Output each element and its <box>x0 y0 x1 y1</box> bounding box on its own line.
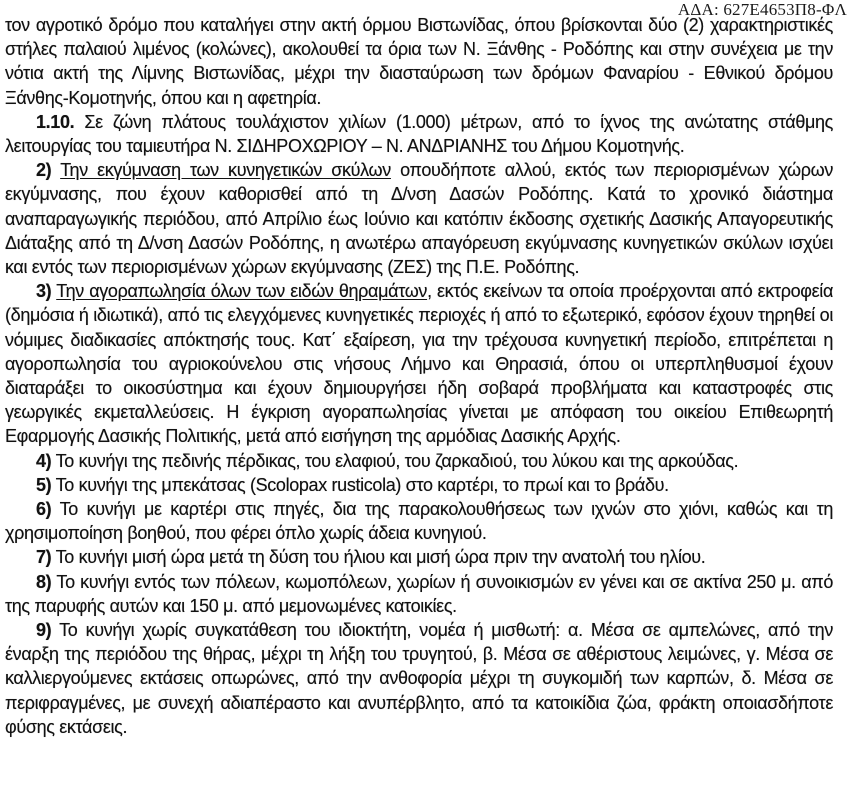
text-run: Το κυνήγι εντός των πόλεων, κωμοπόλεων, χωρίων ή συνοικισμών εν γένει και σε ακτίνα 250 μ. από της παρυφής αυτών και 150 μ. από μεμονωμένες κατοικίες. <box>5 571 833 616</box>
paragraph-2 <box>5 158 833 279</box>
item-number: 3) <box>36 281 52 302</box>
underlined-phrase: Την αγοραπωλησία όλων των ειδών θηραμάτων <box>56 281 428 302</box>
item-number: 2) <box>36 160 52 181</box>
ada-clipped-char: Λ <box>834 0 847 19</box>
paragraph-continuation <box>5 13 833 110</box>
paragraph-7 <box>5 545 833 569</box>
underlined-phrase: Την εκγύμναση των κυνηγετικών σκύλων <box>60 160 391 181</box>
text-run: , εκτός εκείνων τα οποία προέρχονται από εκτροφεία (δημόσια ή ιδιωτικά), από τις ελεγχόμενες κυνηγετικές περιοχές ή από το εξωτερικό, εφόσον έχουν τηρηθεί οι νόμιμες διαδικασίες απόκτησής τους. Κατ΄ εξαίρεση, για την τρέχουσα κυνηγετική περίοδο, επιτρέπεται η αγοροπωλησία του αγριοκούνελου στις νήσους Λήμνο και Θηρασιά, όπου οι υπερπληθυσμοί έχουν διαταράξει το οικοσύστημα και έχουν δημιουργήσει ήδη σοβαρά προβλήματα και καταστροφές στις γεωργικές εκμεταλλεύσεις. Η έγκριση αγοραπωλησίας γίνεται με απόφαση του οικείου Επιθεωρητή Εφαρμογής Δασικής Πολιτικής, μετά από εισήγηση της αρμόδιας Δασικής Αρχής. <box>5 281 833 447</box>
text-run: Το κυνήγι με καρτέρι στις πηγές, δια της παρακολουθήσεως των ιχνών στο χιόνι, καθώς και τη χρησιμοποίηση βοηθού, που φέρει όπλο χωρίς άδεια κυνηγιού. <box>5 499 833 544</box>
item-number: 8) <box>36 571 52 592</box>
paragraph-1-10 <box>5 110 833 158</box>
item-number: 1.10. <box>36 111 75 132</box>
text-run: Σε ζώνη πλάτους τουλάχιστον χιλίων (1.000) μέτρων, από το ίχνος της ανώτατης στάθμης λειτουργίας του ταμιευτήρα Ν. ΣΙΔΗΡΟΧΩΡΙΟΥ – Ν. ΑΝΔΡΙΑΝΗΣ του Δήμου Κομοτηνής. <box>5 111 833 157</box>
paragraph-9 <box>5 618 833 739</box>
paragraph-3 <box>5 279 833 448</box>
paragraph-5 <box>5 473 833 497</box>
item-number: 7) <box>36 547 52 568</box>
document-body <box>5 13 833 739</box>
item-number: 9) <box>36 620 52 641</box>
text-run: Το κυνήγι χωρίς συγκατάθεση του ιδιοκτήτη, νομέα ή μισθωτή: α. Μέσα σε αμπελώνες, από την έναρξη της περιόδου της θήρας, μέχρι τη λήξη του τρυγητού, β. Μέσα σε αθέριστους λειμώνες, γ. Μέσα σε καλλιεργούμενες εκτάσεις οπωρώνες, από την ανθοφορία μέχρι τη συγκομιδή των καρπών, δ. Μέσα σε περιφραγμένες, με συνεχή αδιαπέραστο και ανυπέρβλητο, από τα κατοικίδια ζώα, φράκτη οποιασδήποτε φύσης εκτάσεις. <box>5 620 833 737</box>
text-run: Το κυνήγι μισή ώρα μετά τη δύση του ήλιου και μισή ώρα πριν την ανατολή του ηλίου. <box>51 547 706 568</box>
item-number: 5) <box>36 474 52 495</box>
paragraph-6 <box>5 497 833 545</box>
text-run: οπουδήποτε αλλού, εκτός των περιορισμένων χώρων εκγύμνασης, που έχουν καθορισθεί από τη Δ/νση Δασών Ροδόπης. Κατά το χρονικό διάστημα αναπαραγωγικής περιόδου, από Απρίλιο έως Ιούνιο και κατόπιν έκδοσης σχετικής Δασικής Απαγορευτικής Διάταξης από τη Δ/νση Δασών Ροδόπης, η ανωτέρω απαγόρευση εκγύμνασης κυνηγετικών σκύλων ισχύει και εντός των περιορισμένων χώρων εκγύμνασης (ΖΕΣ) της Π.Ε. Ροδόπης. <box>5 160 834 278</box>
item-number: 6) <box>36 499 52 520</box>
text-run <box>51 160 60 180</box>
item-number: 4) <box>36 450 52 471</box>
ada-code-label: ΑΔΑ: 627Ε4653Π8-Φ <box>677 0 835 19</box>
text-run: Το κυνήγι της πεδινής πέρδικας, του ελαφιού, του ζαρκαδιού, του λύκου και της αρκούδας. <box>51 450 739 471</box>
text-run: τον αγροτικό δρόμο που καταλήγει στην ακτή όρμου Βιστωνίδας, όπου βρίσκονται δύο (2) χαρακτηριστικές στήλες παλαιού λιμένος (κολώνες), ακολουθεί τα όρια των Ν. Ξάνθης - Ροδόπης και στην συνέχεια με την νότια ακτή της Λίμνης Βιστωνίδας, μέχρι την διασταύρωση των δρόμων Φαναρίου - Εθνικού δρόμου Ξάνθης-Κομοτηνής, όπου και η αφετηρία. <box>5 15 833 108</box>
paragraph-4 <box>5 449 833 473</box>
paragraph-8 <box>5 570 833 618</box>
text-run: Το κυνήγι της μπεκάτσας (Scolopax rusticola) στο καρτέρι, το πρωί και το βράδυ. <box>51 474 669 495</box>
